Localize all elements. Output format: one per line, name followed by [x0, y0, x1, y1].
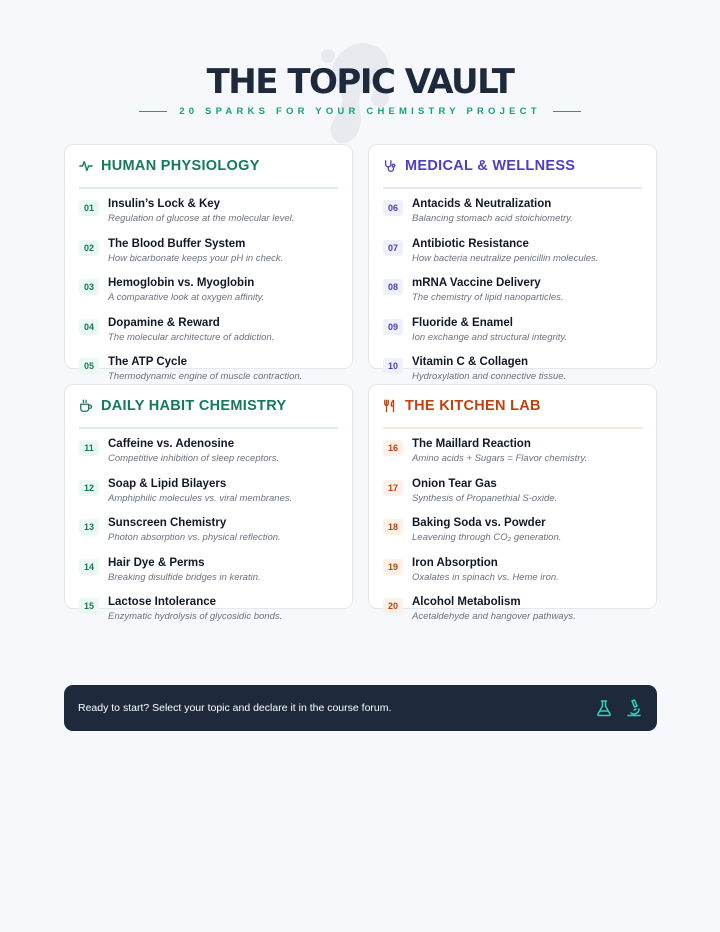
section-card-medical-wellness [368, 144, 657, 382]
footer-banner [64, 685, 657, 731]
topic-number: 17 [383, 480, 403, 496]
topic-number: 04 [79, 319, 99, 335]
section-header [383, 145, 642, 189]
topic-item[interactable] [383, 437, 642, 477]
section-title: DAILY HABIT CHEMISTRY [101, 398, 287, 414]
topic-item[interactable] [79, 316, 338, 356]
topic-description: Breaking disulfide bridges in keratin. [108, 571, 261, 583]
topic-title: Insulin’s Lock & Key [108, 198, 221, 210]
topic-description: Oxalates in spinach vs. Heme iron. [412, 571, 559, 583]
topic-item[interactable] [383, 556, 642, 596]
topic-title: Caffeine vs. Adenosine [108, 438, 235, 450]
topic-title: Sunscreen Chemistry [108, 517, 227, 529]
topic-description: How bicarbonate keeps your pH in check. [108, 252, 284, 264]
topic-number: 07 [383, 240, 403, 256]
topic-number: 06 [383, 200, 403, 216]
topic-number: 08 [383, 279, 403, 295]
microscope-icon [625, 699, 643, 717]
topic-item[interactable] [383, 197, 642, 237]
topic-item[interactable] [79, 197, 338, 237]
topic-item[interactable] [383, 237, 642, 277]
topic-number: 09 [383, 319, 403, 335]
topic-item[interactable] [383, 316, 642, 356]
topic-number: 13 [79, 519, 99, 535]
topic-number: 20 [383, 598, 403, 614]
page-title: THE TOPIC VAULT [206, 62, 514, 102]
topic-number: 02 [79, 240, 99, 256]
section-title: THE KITCHEN LAB [405, 398, 541, 414]
topic-title: Iron Absorption [412, 556, 498, 569]
topic-description: The molecular architecture of addiction. [108, 331, 275, 343]
topic-list [383, 437, 642, 635]
topic-description: Hydroxylation and connective tissue. [412, 371, 567, 382]
topic-title: Dopamine & Reward [108, 316, 220, 329]
topic-number: 01 [79, 200, 99, 216]
topic-description: Balancing stomach acid stoichiometry. [412, 213, 573, 224]
flask-icon [595, 699, 613, 717]
topic-title: Lactose Intolerance [108, 596, 217, 608]
section-title: HUMAN PHYSIOLOGY [101, 158, 260, 174]
topic-number: 18 [383, 519, 403, 535]
topic-item[interactable] [79, 556, 338, 596]
topic-item[interactable] [79, 237, 338, 277]
topic-number: 03 [79, 279, 99, 295]
page-subtitle: 20 SPARKS FOR YOUR CHEMISTRY PROJECT [179, 106, 541, 117]
topic-description: Ion exchange and structural integrity. [412, 331, 568, 343]
topic-description: Photon absorption vs. physical reflection. [108, 532, 281, 543]
topic-title: Baking Soda vs. Powder [412, 517, 546, 529]
topic-item[interactable] [79, 516, 338, 556]
section-header [79, 385, 338, 429]
topic-title: Antacids & Neutralization [412, 198, 552, 210]
topic-description: Thermodynamic engine of muscle contraction. [108, 371, 303, 382]
heartbeat-icon [79, 159, 93, 173]
utensils-icon [383, 399, 397, 413]
topic-number: 19 [383, 559, 403, 575]
topic-description: Synthesis of Propanethial S-oxide. [412, 492, 558, 504]
section-title: MEDICAL & WELLNESS [405, 158, 576, 174]
topic-description: Amino acids + Sugars = Flavor chemistry. [412, 453, 588, 464]
topic-number: 14 [79, 559, 99, 575]
topic-number: 05 [79, 358, 99, 374]
topic-title: Onion Tear Gas [412, 477, 497, 490]
page-header [0, 0, 720, 117]
topic-item[interactable] [79, 477, 338, 517]
topic-number: 11 [79, 440, 99, 456]
topic-title: Alcohol Metabolism [412, 596, 521, 608]
topic-item[interactable] [383, 276, 642, 316]
topic-title: Soap & Lipid Bilayers [108, 477, 227, 490]
topic-item[interactable] [79, 276, 338, 316]
topic-title: Vitamin C & Collagen [412, 356, 529, 368]
topic-title: Hair Dye & Perms [108, 556, 205, 569]
topic-item[interactable] [383, 477, 642, 517]
topic-list [79, 197, 338, 395]
topic-number: 10 [383, 358, 403, 374]
topic-title: mRNA Vaccine Delivery [412, 277, 541, 289]
topic-description: The chemistry of lipid nanoparticles. [412, 292, 564, 303]
footer-text: Ready to start? Select your topic and declare it in the course forum. [78, 702, 392, 714]
coffee-cup-icon [79, 399, 93, 413]
section-header [383, 385, 642, 429]
topic-grid [64, 144, 720, 622]
topic-item[interactable] [79, 437, 338, 477]
topic-description: Leavening through CO₂ generation. [412, 532, 562, 543]
topic-item[interactable] [383, 595, 642, 635]
topic-number: 12 [79, 480, 99, 496]
section-card-human-physiology [64, 144, 353, 382]
topic-description: Regulation of glucose at the molecular level. [108, 213, 295, 224]
topic-title: Fluoride & Enamel [412, 316, 513, 329]
topic-description: A comparative look at oxygen affinity. [108, 292, 265, 303]
topic-number: 16 [383, 440, 403, 456]
topic-list [79, 437, 338, 635]
stethoscope-icon [383, 159, 397, 173]
topic-list [383, 197, 642, 395]
topic-description: Competitive inhibition of sleep receptors. [108, 453, 280, 464]
topic-number: 15 [79, 598, 99, 614]
section-header [79, 145, 338, 189]
topic-item[interactable] [79, 595, 338, 635]
subtitle-row [0, 106, 720, 117]
topic-item[interactable] [383, 516, 642, 556]
topic-title: Antibiotic Resistance [412, 237, 529, 250]
topic-title: The ATP Cycle [108, 356, 188, 368]
subtitle-rule-left [139, 111, 167, 112]
topic-title: The Maillard Reaction [412, 438, 531, 450]
footer-icons [595, 699, 643, 717]
topic-description: How bacteria neutralize penicillin molecules. [412, 252, 599, 264]
topic-title: Hemoglobin vs. Myoglobin [108, 277, 255, 289]
section-card-kitchen-lab [368, 384, 657, 622]
subtitle-rule-right [553, 111, 581, 112]
topic-description: Amphiphilic molecules vs. viral membranes. [108, 492, 293, 504]
topic-title: The Blood Buffer System [108, 237, 246, 250]
topic-description: Enzymatic hydrolysis of glycosidic bonds. [108, 611, 283, 622]
section-card-daily-habit-chemistry [64, 384, 353, 622]
topic-description: Acetaldehyde and hangover pathways. [412, 611, 576, 622]
